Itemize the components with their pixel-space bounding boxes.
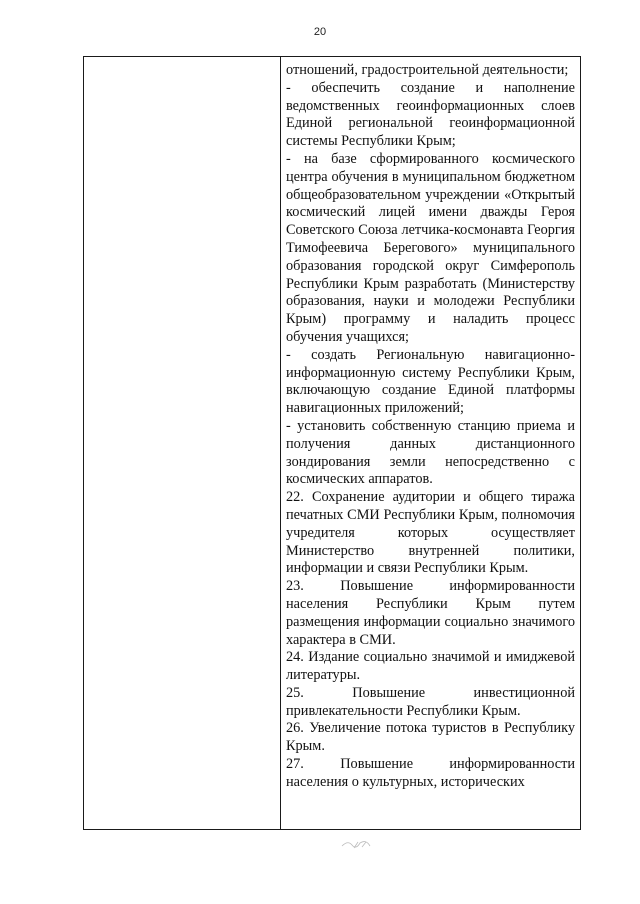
- scan-mark: [340, 836, 376, 852]
- paragraph: - установить собственную станцию приема и получения данных дистанционного зондирования земли непосредственно с космических аппаратов.: [286, 417, 575, 488]
- paragraph: 25. Повышение инвестиционной привлекательности Республики Крым.: [286, 684, 575, 719]
- paragraph: - создать Региональную навигационно-информационную систему Республики Крым, включающую создание Единой платформы навигационных приложений;: [286, 346, 575, 417]
- paragraph: - обеспечить создание и наполнение ведомственных геоинформационных слоев Единой региональной геоинформационной системы Республики Крым;: [286, 79, 575, 150]
- paragraph: 26. Увеличение потока туристов в Республику Крым.: [286, 720, 575, 755]
- paragraph: 23. Повышение информированности населения Республики Крым путем размещения информации социально значимого характера в СМИ.: [286, 578, 575, 648]
- column-divider: [280, 57, 281, 829]
- paragraph: 22. Сохранение аудитории и общего тиража печатных СМИ Республики Крым, полномочия учредителя которых осуществляет Министерство внутренней политики, информации и связи Республики Крым.: [286, 489, 575, 577]
- page-number: 20: [313, 26, 327, 38]
- paragraph: - на базе сформированного космического центра обучения в муниципальном бюджетном общеобразовательном учреждении «Открытый космический лицей имени дважды Героя Советского Союза летчика-космонавта Георгия Тимофеевича Берегового» муниципального образования городской округ Симферополь Республики Крым разработать (Министерству образования, науки и молодежи Республики Крым) программу и наладить процесс обучения учащихся;: [286, 150, 575, 345]
- right-cell-text: [286, 62, 575, 792]
- paragraph: 27. Повышение информированности населения о культурных, исторических: [286, 756, 575, 790]
- paragraph: отношений, градостроительной деятельности;: [286, 62, 569, 78]
- document-table: [83, 56, 581, 830]
- paragraph: 24. Издание социально значимой и имиджевой литературы.: [286, 649, 575, 684]
